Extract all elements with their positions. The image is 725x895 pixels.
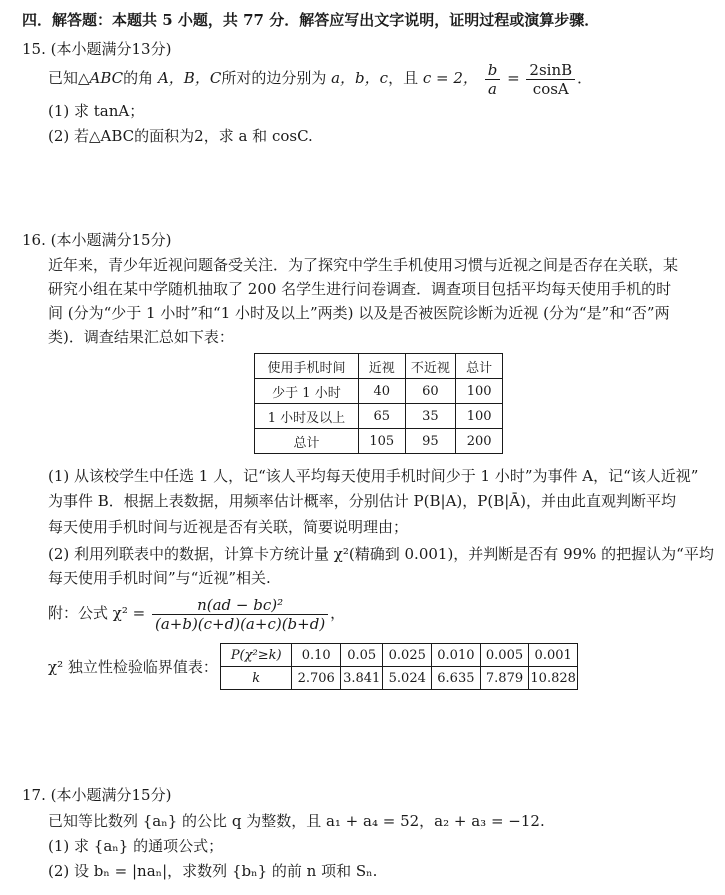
q15-part1: (1) 求 tanA；	[48, 102, 145, 120]
table-row	[255, 354, 503, 379]
q17-part2: (2) 设 bₙ = |naₙ|，求数列 {bₙ} 的前 n 项和 Sₙ.	[48, 862, 378, 880]
table-header-cell: 近视	[358, 354, 405, 379]
table-header-cell: 总计	[456, 354, 503, 379]
table-cell: 7.879	[480, 667, 529, 690]
table-cell: 10.828	[529, 667, 578, 690]
table-cell: 1 小时及以上	[255, 404, 359, 429]
q16-part2-line2: 每天使用手机时间”与“近视”相关.	[48, 569, 271, 587]
q16-part1-line2: 为事件 B．根据上表数据，用频率估计概率，分别估计 P(B|A)，P(B|Ā)，并由此直观判断平均	[48, 492, 676, 510]
table-cell: 0.010	[432, 644, 481, 667]
table-cell: 5.024	[383, 667, 432, 690]
critical-table-label: χ² 独立性检验临界值表：	[48, 658, 218, 676]
table-cell: 2.706	[292, 667, 341, 690]
section-header: 四．解答题：本题共 5 小题，共 77 分．解答应写出文字说明，证明过程或演算步骤．	[22, 11, 600, 29]
table-cell: 0.05	[341, 644, 383, 667]
table-header-cell: P(χ²≥k)	[221, 644, 292, 667]
q16-part1-line3: 每天使用手机时间与近视是否有关联，简要说明理由；	[48, 518, 409, 536]
table-cell: 65	[358, 404, 405, 429]
critical-value-table	[220, 643, 578, 690]
q16-title: 16. (本小题满分15分)	[22, 231, 172, 249]
q17-premise: 已知等比数列 {aₙ} 的公比 q 为整数，且 a₁ + a₄ = 52，a₂ + a₃ = −12.	[48, 812, 545, 830]
table-cell: 105	[358, 429, 405, 454]
table-cell: 100	[456, 379, 503, 404]
table-header-cell: k	[221, 667, 292, 690]
table-cell: 0.001	[529, 644, 578, 667]
table-cell: 35	[405, 404, 456, 429]
table-cell: 3.841	[341, 667, 383, 690]
table-row	[221, 644, 578, 667]
chi-square-formula: 附：公式 χ² = $\frac{\text{n(ad − bc)²}}{(a+b)(c+d)(a+c)(b+d)}$ ，	[48, 595, 346, 633]
survey-table	[254, 353, 503, 454]
q15-part2: (2) 若△ABC的面积为2，求 a 和 cosC.	[48, 127, 313, 145]
q15-fraction-rhs: $\frac{2\sin B}{\cos A}$	[526, 61, 575, 98]
table-cell: 总计	[255, 429, 359, 454]
q16-part2-line1: (2) 利用列联表中的数据，计算卡方统计量 χ²(精确到 0.001)，并判断是否有 99% 的把握认为“平均	[48, 545, 714, 563]
q17-title: 17. (本小题满分15分)	[22, 786, 172, 804]
table-cell: 0.005	[480, 644, 529, 667]
q16-intro-line4: 类)．调查结果汇总如下表：	[48, 328, 234, 346]
table-header-cell: 使用手机时间	[255, 354, 359, 379]
q15-fraction-lhs: $\frac{b}{a}$	[485, 61, 501, 98]
q15-title: 15. (本小题满分13分)	[22, 40, 172, 58]
q15-premise: 已知△ABC的角 A，B，C所对的边分别为 a，b，c，且 c = 2， $\frac{b}{a}$ = $\frac{2\sin B}{\cos A}$ ．	[48, 60, 593, 98]
table-cell: 100	[456, 404, 503, 429]
q17-part1: (1) 求 {aₙ} 的通项公式；	[48, 837, 224, 855]
table-cell: 95	[405, 429, 456, 454]
q16-part1-line1: (1) 从该校学生中任选 1 人，记“该人平均每天使用手机时间少于 1 小时”为事件 A，记“该人近视”	[48, 467, 699, 485]
table-cell: 60	[405, 379, 456, 404]
table-row	[255, 404, 503, 429]
table-cell: 少于 1 小时	[255, 379, 359, 404]
table-header-cell: 不近视	[405, 354, 456, 379]
table-cell: 200	[456, 429, 503, 454]
q16-intro-line1: 近年来，青少年近视问题备受关注．为了探究中学生手机使用习惯与近视之间是否存在关联，某	[48, 256, 679, 274]
table-cell: 40	[358, 379, 405, 404]
table-cell: 0.025	[383, 644, 432, 667]
table-row	[221, 667, 578, 690]
table-cell: 0.10	[292, 644, 341, 667]
table-row	[255, 379, 503, 404]
table-cell: 6.635	[432, 667, 481, 690]
chi-square-fraction: $\frac{\text{n(ad − bc)²}}{(a+b)(c+d)(a+c)(b+d)}$	[152, 596, 328, 633]
q16-intro-line2: 研究小组在某中学随机抽取了 200 名学生进行问卷调查．调查项目包括平均每天使用手机的时	[48, 280, 672, 298]
q16-intro-line3: 间 (分为“少于 1 小时”和“1 小时及以上”两类) 以及是否被医院诊断为近视 (分为“是”和“否”两	[48, 304, 670, 322]
table-row	[255, 429, 503, 454]
